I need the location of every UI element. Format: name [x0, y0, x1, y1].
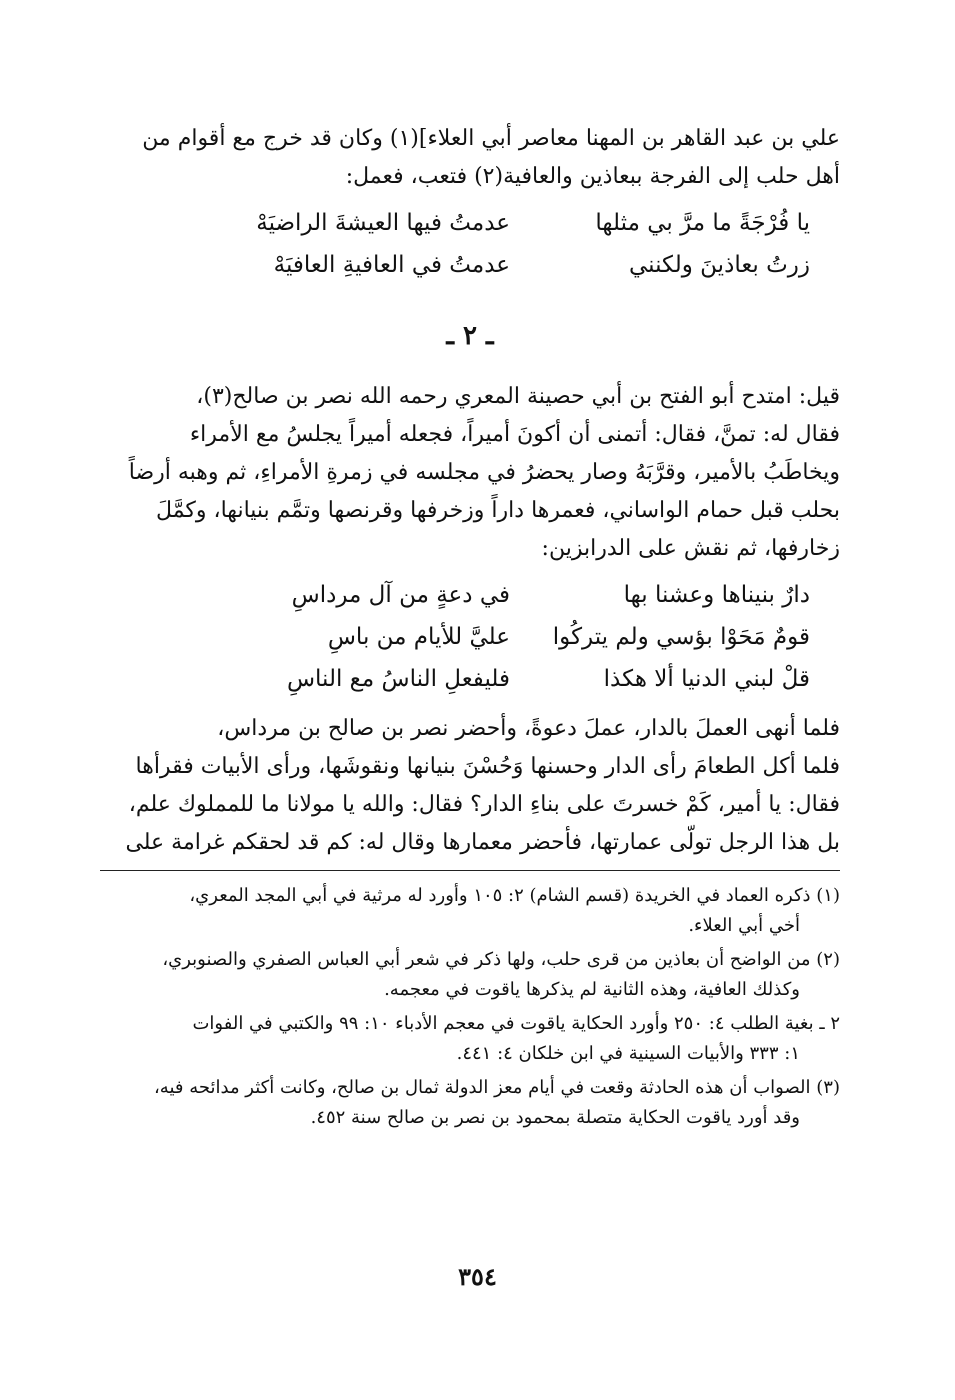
footnotes: [100, 870, 840, 1133]
footnote-line: (٣) الصواب أن هذه الحادثة وقعت في أيام معز الدولة ثمال بن صالح، وكانت أكثر مدائحه فيه،: [154, 1077, 840, 1098]
paragraph-line: فقال له: تمنَّ، فقال: أتمنى أن أكونَ أميراً، فجعله أميراً يجلسُ مع الأمراء: [189, 422, 840, 447]
page-number: ٣٥٤: [458, 1262, 497, 1291]
verse: [100, 244, 840, 286]
paragraph-line: ويخاطَبُ بالأمير، وقرَّبَهُ وصار يحضرُ في مجلسه في زمرةِ الأمراءِ، ثم وهبه أرضاً: [128, 460, 840, 485]
paragraph-line: فلما أنهى العملَ بالدار، عملَ دعوةً، وأحضر نصر بن صالح بن مرداس،: [217, 716, 840, 741]
paragraph-line: علي بن عبد القاهر بن المهنا معاصر أبي العلاء](١) وكان قد خرج مع أقوام من: [142, 126, 840, 151]
footnote: [100, 1009, 840, 1069]
paragraph-line: بل هذا الرجل تولّى عمارتها، فأحضر معمارها وقال له: كم قد لحقكم غرامة على: [125, 830, 840, 855]
intro-paragraph: [100, 120, 840, 196]
paragraph-line: بحلب قبل حمام الواساني، فعمرها داراً وزخرفها وقرنصها وتمَّم بنيانها، وكمَّلَ: [156, 498, 840, 523]
page-body: [100, 120, 840, 1137]
poem-1: [100, 202, 840, 286]
paragraph-line: أهل حلب إلى الفرجة ببعاذين والعافية(٢) فتعب، فعمل:: [345, 164, 840, 189]
footnote-line: ٢ ـ بغية الطلب ٤: ٢٥٠ وأورد الحكاية ياقوت في معجم الأدباء ١٠: ٩٩ والكتبي في الفوات: [192, 1013, 840, 1034]
footnote-line: (١) ذكره العماد في الخريدة (قسم الشام) ٢: ١٠٥ وأورد له مرثية في أبي المجد المعري،: [189, 885, 840, 906]
verse: [100, 658, 840, 700]
footnote-line: وكذلك العافية، وهذه الثانية لم يذكرها ياقوت في معجمه.: [384, 979, 800, 1000]
verse-second-hemistich: عليَّ للأيام من باسِ: [327, 624, 510, 650]
verse: [100, 202, 840, 244]
section-number: ـ ٢ ـ: [446, 321, 494, 351]
verse-first-hemistich: دارٌ بنيناها وعشنا بها: [623, 582, 810, 608]
paragraph-line: زخارفها، ثم نقش على الدرابزين:: [541, 536, 840, 561]
paragraph-line: فلما أكل الطعامَ رأى الدار وحسنها وَحُسْنَ بنيانها ونقوشَها، ورأى الأبيات فقرأها: [135, 754, 840, 779]
footnote-line: (٢) من الواضح أن بعاذين من قرى حلب، ولها ذكر في شعر أبي العباس الصفري والصنوبري،: [162, 949, 840, 970]
footnote: [100, 1073, 840, 1133]
poem-2: [100, 574, 840, 700]
verse-first-hemistich: قلْ لبني الدنيا ألا هكذا: [603, 666, 810, 692]
footnote-line: ١: ٣٣٣ والأبيات السينية في ابن خلكان ٤: ٤٤١.: [456, 1043, 800, 1064]
story-paragraph-2: [100, 710, 840, 862]
verse-first-hemistich: يا فُرْجَةً ما مرَّ بي مثلها: [595, 210, 810, 236]
footnote: [100, 881, 840, 941]
verse-first-hemistich: قومٌ مَحَوْا بؤسي ولم يتركُوا: [552, 624, 810, 650]
verse-second-hemistich: عدمتُ فيها العيشةَ الراضيَهْ: [256, 210, 510, 236]
paragraph-line: فقال: يا أمير، كَمْ خسرتَ على بناءِ الدار؟ فقال: والله يا مولانا ما للمملوك علم،: [128, 792, 840, 817]
footnote: [100, 945, 840, 1005]
verse: [100, 574, 840, 616]
story-paragraph-1: [100, 378, 840, 568]
verse-first-hemistich: زرتُ بعاذينَ ولكنني: [628, 252, 810, 278]
verse-second-hemistich: في دعةٍ من آل مرداسِ: [291, 582, 510, 608]
paragraph-line: قيل: امتدح أبو الفتح بن أبي حصينة المعري رحمه الله نصر بن صالح(٣)،: [196, 384, 840, 409]
verse: [100, 616, 840, 658]
footnote-line: وقد أورد ياقوت الحكاية متصلة بمحمود بن نصر بن صالح سنة ٤٥٢.: [310, 1107, 800, 1128]
footnote-line: أخي أبي العلاء.: [688, 915, 800, 936]
verse-second-hemistich: عدمتُ في العافيةِ العافيَهْ: [273, 252, 510, 278]
verse-second-hemistich: فليفعلِ الناسُ مع الناسِ: [286, 666, 510, 692]
